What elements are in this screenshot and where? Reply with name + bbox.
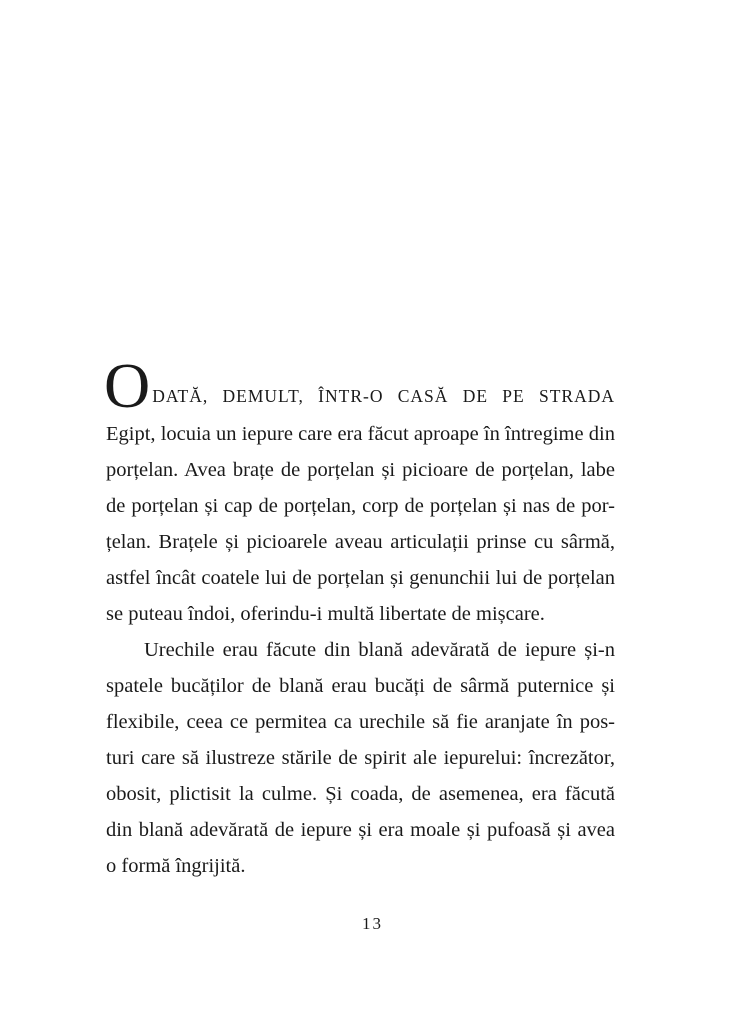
- paragraph-line: Urechile erau făcute din blană adevărată de iepure și-n: [144, 639, 615, 661]
- lead-in-small-caps: DATĂ, DEMULT, ÎNTR-O CASĂ DE PE STRADA: [152, 386, 615, 406]
- body-text: [106, 352, 615, 884]
- paragraph-line: o formă îngrijită.: [106, 855, 246, 877]
- paragraph-2: [106, 632, 615, 884]
- paragraph-line: de porțelan și cap de porțelan, corp de porțelan și nas de por-: [106, 495, 615, 517]
- paragraph-line: turi care să ilustreze stările de spirit ale iepurelui: încrezător,: [106, 747, 615, 769]
- page-number: 13: [362, 914, 383, 933]
- paragraph-line: obosit, plictisit la culme. Și coada, de asemenea, era făcută: [106, 783, 615, 805]
- paragraph-line: astfel încât coatele lui de porțelan și genunchii lui de porțelan: [106, 567, 615, 589]
- paragraph-line: flexibile, ceea ce permitea ca urechile să fie aranjate în pos-: [106, 711, 615, 733]
- paragraph-line: porțelan. Avea brațe de porțelan și picioare de porțelan, labe: [106, 459, 615, 481]
- paragraph-line: din blană adevărată de iepure și era moale și pufoasă și avea: [106, 819, 615, 841]
- paragraph-line: Egipt, locuia un iepure care era făcut aproape în întregime din: [106, 423, 615, 445]
- opening-line: [104, 350, 615, 421]
- paragraph-line: se puteau îndoi, oferindu-i multă libertate de mișcare.: [106, 603, 545, 625]
- paragraph-line: spatele bucăților de blană erau bucăți de sârmă puternice și: [106, 675, 615, 697]
- drop-cap: O: [104, 350, 151, 421]
- paragraph-1: [106, 416, 615, 632]
- paragraph-line: țelan. Brațele și picioarele aveau articulații prinse cu sârmă,: [106, 531, 615, 553]
